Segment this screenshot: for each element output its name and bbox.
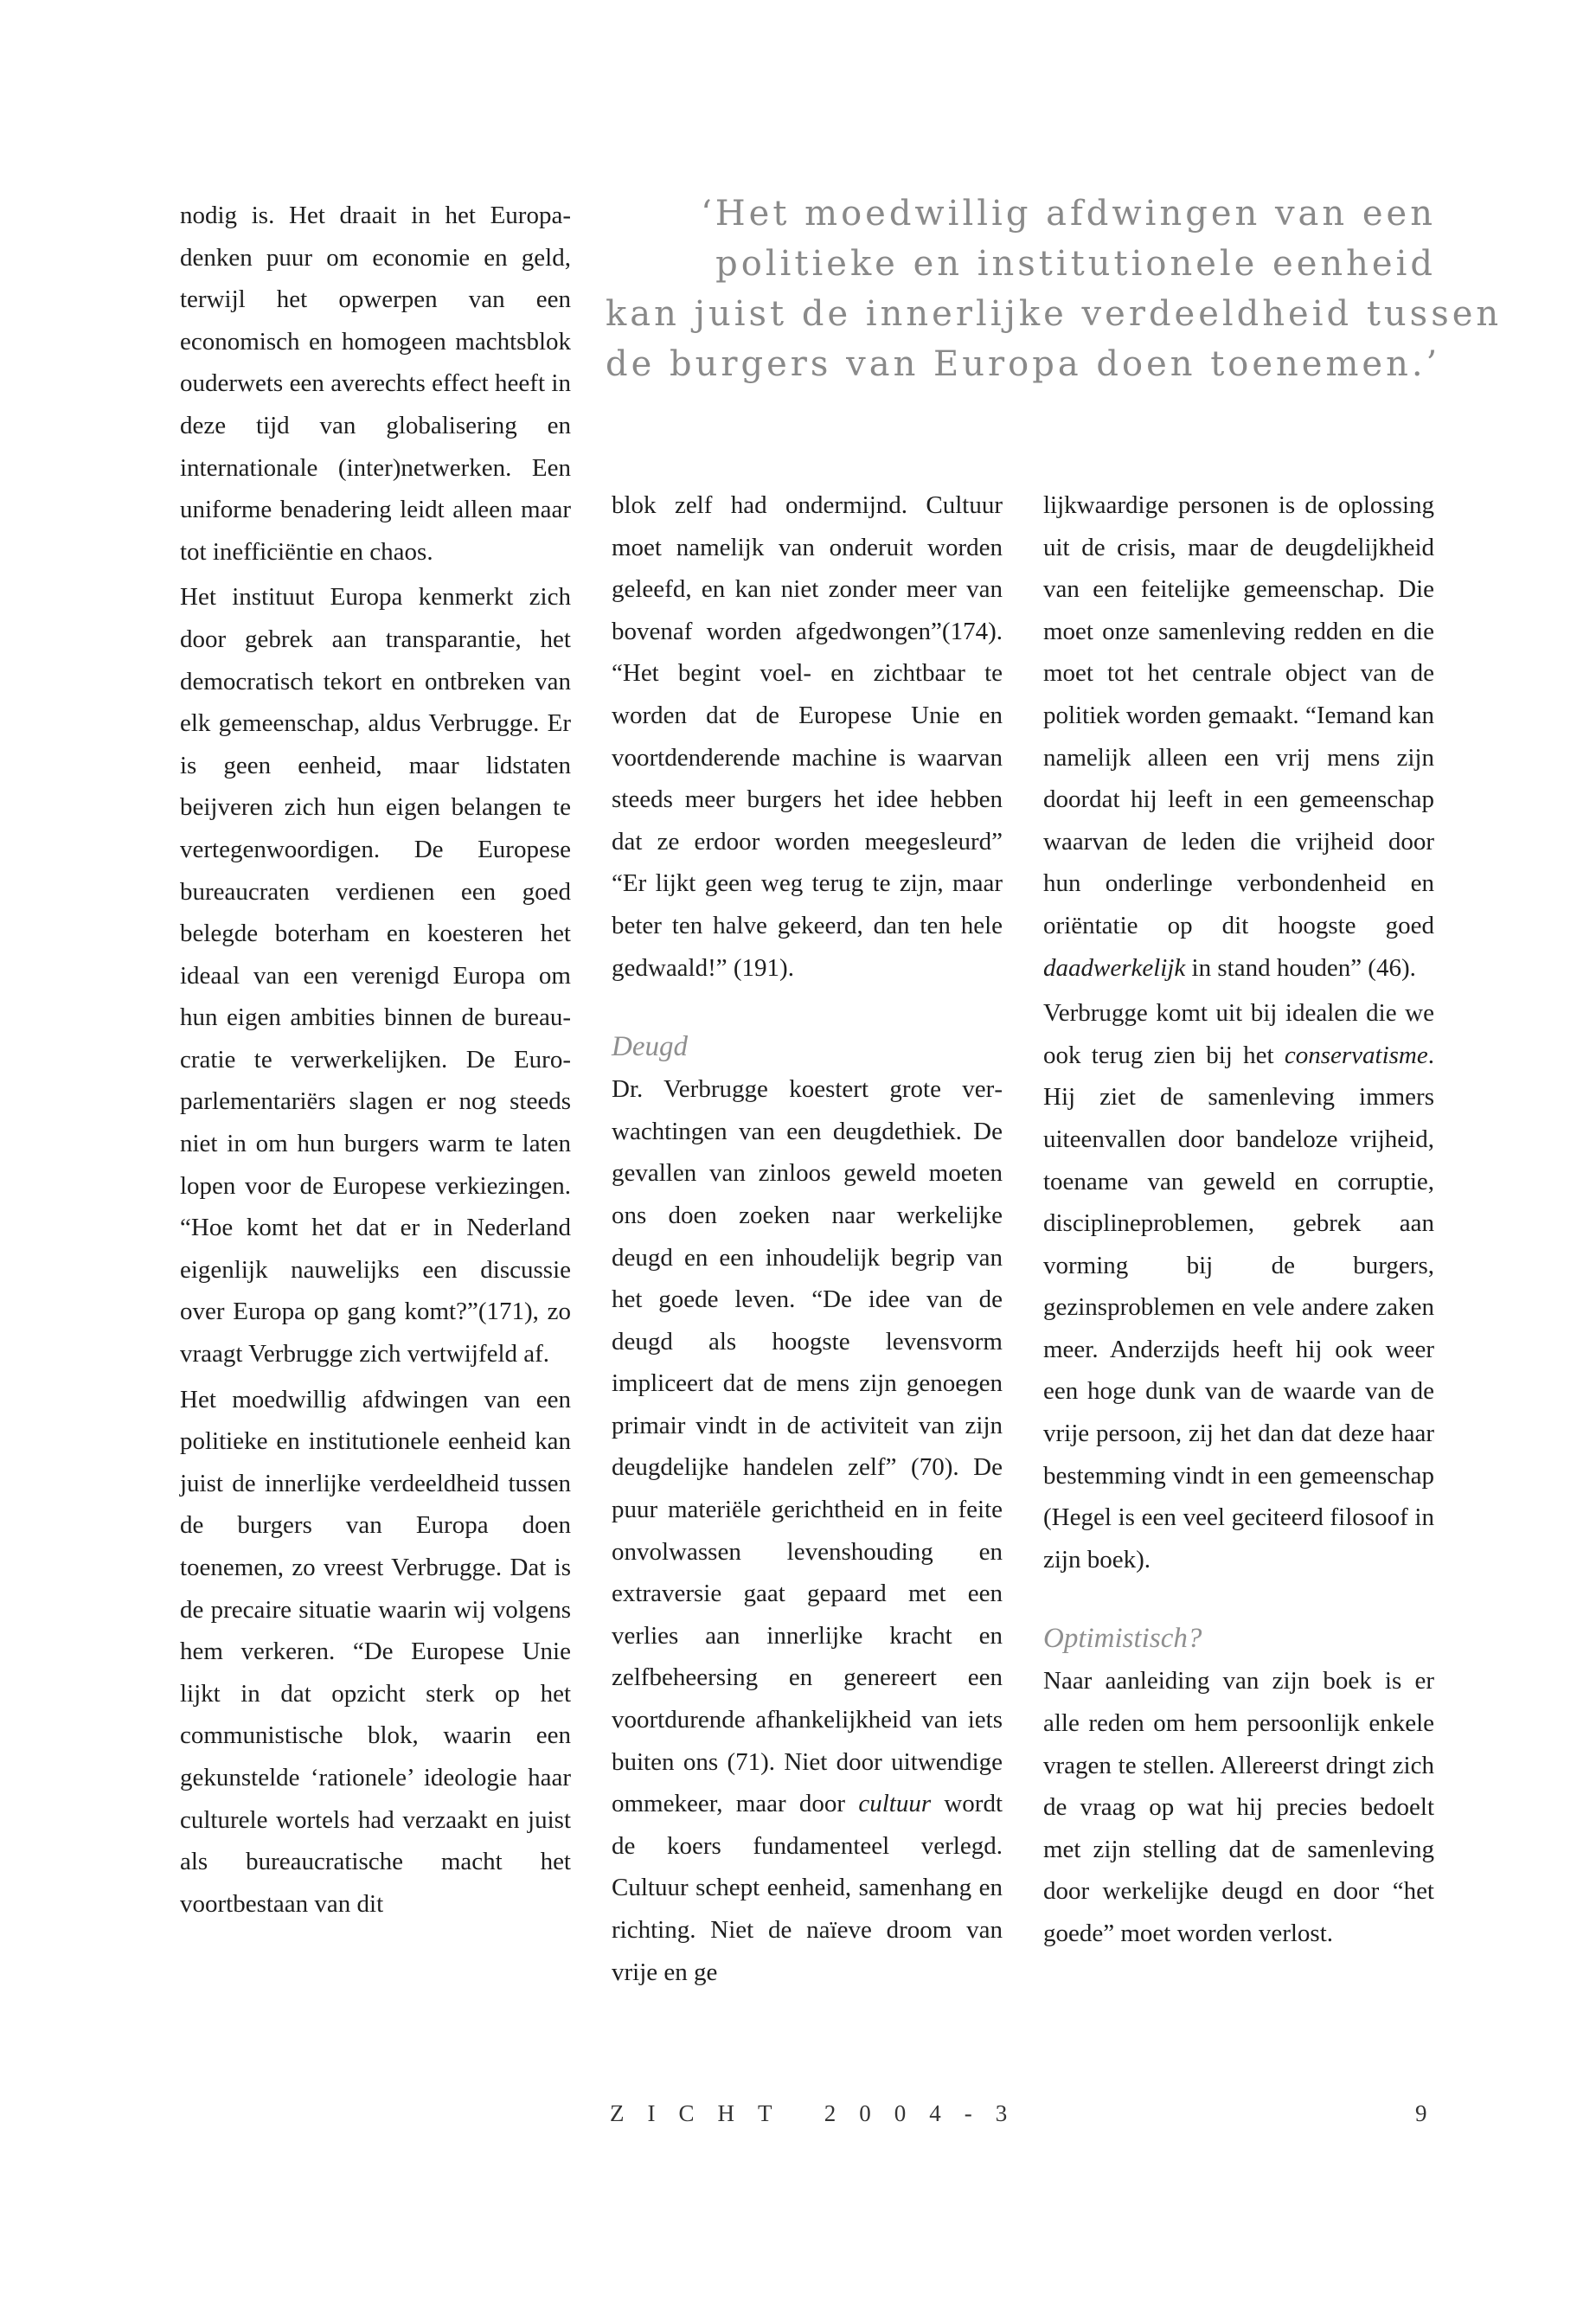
column-right xyxy=(1043,484,1434,1958)
pull-quote xyxy=(606,189,1503,389)
text-run: Verbrugge komt uit bij idealen die we ook terug zien bij het xyxy=(1043,999,1434,1069)
text-run: wordt de koers fundamenteel verlegd. Cultuur schept eenheid, samenhang en richting. Niet de naïeve droom van vrije en ge xyxy=(612,1790,1003,1986)
paragraph xyxy=(1043,992,1434,1580)
emphasis: conservatisme xyxy=(1284,1041,1428,1069)
paragraph: blok zelf had ondermijnd. Cultuur moet namelijk van onderuit worden geleefd, en kan niet zonder meer van bovenaf worden afgedwongen”(174). “Het begint voel- en zichtbaar te worden dat de Europese Unie en voortdenderende machine is waarvan steeds meer burgers het idee hebben dat ze erdoor worden meegesleurd” “Er lijkt geen weg terug te zijn, maar beter ten halve gekeerd, dan ten hele gedwaald!” (191). xyxy=(612,491,1003,982)
journal-name: ZICHT 2004-3 xyxy=(610,2100,1031,2126)
pull-quote-line: kan juist de innerlijke verdeeldheid tussen xyxy=(606,294,1503,334)
text-run: lijkwaardige personen is de oplossing uit de crisis, maar de deugdelijkheid van een feitelijke gemeenschap. Die moet onze samenleving redden en die moet tot het centrale object van de politiek worden gemaakt. “Iemand kan namelijk alleen een vrij mens zijn doordat hij leeft in een gemeenschap waarvan de leden die vrijheid door hun onderlinge verbondenheid en oriëntatie op dit hoogste goed xyxy=(1043,491,1434,939)
column-middle xyxy=(612,484,1003,1997)
pull-quote-line: politieke en institutionele eenheid xyxy=(715,244,1436,284)
pull-quote-line: de burgers van Europa doen toenemen.’ xyxy=(606,344,1441,384)
paragraph: Naar aanleiding van zijn boek is er alle reden om hem persoonlijk enkele vragen te stellen. Allereerst dringt zich de vraag op wat hij precies bedoelt met zijn stelling dat de samenleving door werkelijke deugd en door “het goede” moet worden verlost. xyxy=(1043,1667,1434,1947)
text-run: . Hij ziet de samenleving immers uiteenvallen door bandeloze vrijheid, toename van geweld en corruptie, disciplineproblemen, gebrek aan vorming bij de burgers, gezinsproblemen en vele andere zaken meer. Anderzijds heeft hij ook weer een hoge dunk van de waarde van de vrije persoon, zij het dan dat deze haar bestemming vindt in een gemeenschap (Hegel is een veel geciteerd filosoof in zijn boek). xyxy=(1043,1041,1434,1574)
emphasis: cultuur xyxy=(858,1790,932,1818)
paragraph: Het moedwillig afdwingen van een politieke en institutionele eenheid kan juist de innerlijke verdeeldheid tussen de burgers van Europa doen toenemen, zo vreest Verbrugge. Dat is de precaire situatie waarin wij volgens hem verkeren. “De Europese Unie lijkt in dat opzicht sterk op het communistische blok, waarin een gekunstelde ‘rationele’ ideologie haar culturele wortels had verzaakt en juist als bureaucratische macht het voortbestaan van dit xyxy=(180,1385,571,1918)
paragraph xyxy=(1043,484,1434,989)
section-heading-deugd: Deugd xyxy=(612,1031,688,1063)
emphasis: daadwerkelijk xyxy=(1043,953,1186,982)
text-run: in stand houden” (46). xyxy=(1185,953,1416,982)
paragraph: nodig is. Het draait in het Europadenken puur om economie en geld, terwijl het opwerpen van een economisch en homogeen machtsblok ouderwets een averechts effect heeft in deze tijd van globalisering en internationale (inter)netwerken. Een uniforme benadering leidt alleen maar tot inefficiëntie en chaos. xyxy=(180,202,571,566)
text-run: Dr. Verbrugge koestert grote verwachtingen van een deugdethiek. De gevallen van zinloos geweld moeten ons doen zoeken naar werkelijke deugd en een inhoudelijk begrip van het goede leven. “De idee van de deugd als hoogste levensvorm impliceert dat de mens zijn genoegen primair vindt in de activiteit van zijn deugdelijke handelen zelf” (70). De puur materiële gerichtheid en in feite onvolwassen levenshouding en extraversie gaat gepaard met een verlies aan innerlijke kracht en zelfbeheersing en genereert een voortdurende afhankelijkheid van iets buiten ons (71). Niet door uitwendige ommekeer, maar door xyxy=(612,1075,1003,1818)
page-number: 9 xyxy=(1415,2100,1427,2126)
column-left xyxy=(180,195,571,1928)
pull-quote-line: ‘Het moedwillig afdwingen van een xyxy=(701,194,1436,234)
paragraph: Het instituut Europa kenmerkt zich door gebrek aan transparantie, het democratisch tekort en ontbreken van elk gemeenschap, aldus Verbrugge. Er is geen eenheid, maar lidstaten beijveren zich hun eigen belangen te vertegenwoordigen. De Europese bureaucraten verdienen een goed belegde boterham en koesteren het ideaal van een verenigd Europa om hun eigen ambities binnen de bureaucratie te verwerkelijken. De Europarlementariërs slagen er nog steeds niet in om hun burgers warm te laten lopen voor de Europese verkiezingen. “Hoe komt het dat er in Nederland eigenlijk nauwelijks een discussie over Europa op gang komt?”(171), zo vraagt Verbrugge zich vertwijfeld af. xyxy=(180,583,571,1368)
section-heading-optimistisch: Optimistisch? xyxy=(1043,1623,1202,1655)
paragraph xyxy=(612,1068,1003,1993)
